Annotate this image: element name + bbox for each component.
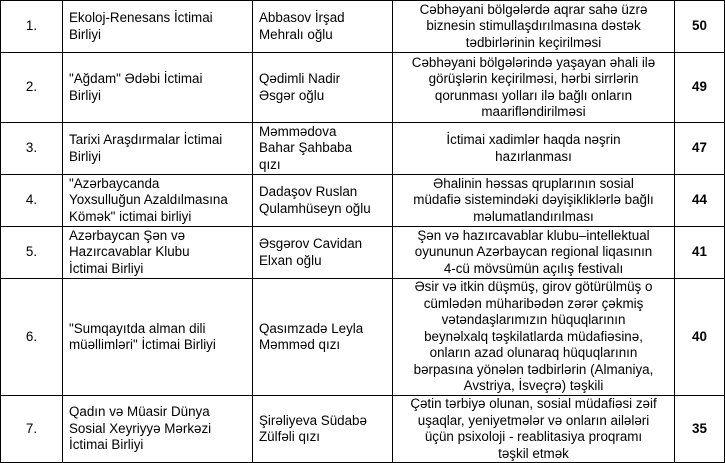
- description-line: cümlədən müharibədən zərər çəkmiş: [423, 295, 644, 311]
- organization-line: Birliyi: [69, 87, 101, 103]
- organization-cell: [63, 175, 253, 227]
- description-line: biznesin stimullaşdırılmasına dəstək: [426, 18, 641, 34]
- organization-cell: [63, 227, 253, 279]
- person-line: Abbasov İrşad: [259, 10, 345, 25]
- person-line: Qulamhüseyn oğlu: [259, 200, 371, 216]
- description-line: oyununun Azərbaycan regional liqasının: [414, 244, 653, 260]
- description-cell: [393, 227, 675, 279]
- description-line: Cəbhəyani bölgələrində yaşayan əhali ilə: [411, 54, 656, 70]
- description-line: uşaqlar, yeniyetmələr və onların ailələri: [417, 412, 650, 428]
- organization-cell: [63, 396, 253, 463]
- person-line: Əsgər oğlu: [259, 87, 325, 103]
- description-line: Şən və hazırcavablar klubu–intellektual: [417, 227, 650, 243]
- row-number: 6.: [1, 279, 63, 396]
- organization-cell: [63, 279, 253, 396]
- row-number: 5.: [1, 227, 63, 279]
- person-line: Əsgərov Cavidan: [259, 236, 363, 251]
- organization-line: Ekoloj-Renesans İctimai: [69, 10, 213, 25]
- organization-line: Birliyi: [69, 148, 101, 164]
- score-cell: 47: [675, 123, 725, 175]
- description-line: Əhalinin həssas qruplarının sosial: [433, 175, 634, 191]
- table-row: [1, 227, 725, 279]
- description-line: təşkil etmək: [498, 445, 569, 461]
- person-line: qızı: [259, 156, 281, 172]
- person-cell: [253, 175, 393, 227]
- table-row: [1, 53, 725, 123]
- table-row: [1, 396, 725, 463]
- score-cell: 49: [675, 53, 725, 123]
- person-line: Mehralı oğlu: [259, 26, 333, 42]
- score-cell: 50: [675, 1, 725, 53]
- score-cell: 40: [675, 279, 725, 396]
- organization-line: "Sumqayıtda alman dili: [69, 320, 206, 336]
- organization-line: Sosial Xeyriyyə Mərkəzi: [69, 420, 212, 436]
- organization-cell: [63, 53, 253, 123]
- description-line: Çətin tərbiyə olunan, sosial müdafiəsi zəif: [410, 396, 657, 411]
- row-number: 2.: [1, 53, 63, 123]
- row-number: 4.: [1, 175, 63, 227]
- description-cell: [393, 396, 675, 463]
- organization-line: Azərbaycan Şən və: [69, 227, 186, 243]
- description-line: 4-cü mövsümün açılış festivalı: [443, 260, 624, 276]
- organization-line: Hazırcavablar Klubu: [69, 244, 190, 260]
- description-line: üçün psixoloji - reablitasiya proqramı: [424, 429, 643, 444]
- person-cell: [253, 396, 393, 463]
- description-line: maarifləndirilməsi: [481, 104, 586, 119]
- organization-cell: [63, 123, 253, 175]
- person-cell: [253, 123, 393, 175]
- description-line: Əsir və itkin düşmüş, girov götürülmüş o: [414, 279, 653, 295]
- person-line: Dadaşov Ruslan: [259, 184, 358, 199]
- table-row: [1, 1, 725, 53]
- score-cell: 41: [675, 227, 725, 279]
- row-number: 7.: [1, 396, 63, 463]
- description-line: qorunması yolları ilə bağlı onların: [434, 87, 633, 103]
- organization-line: "Azərbaycanda: [69, 175, 160, 191]
- organization-line: Tarixi Araşdırmalar İctimai: [69, 132, 223, 147]
- description-line: beynəlxalq təşkilatlarda müdafiəsinə,: [424, 328, 643, 344]
- description-line: bərpasına yönələn tədbirlərin (Almaniya,: [413, 361, 654, 377]
- organization-line: Kömək" ictimai birliyi: [69, 208, 192, 224]
- table-row: [1, 279, 725, 396]
- person-line: Zülfəli qızı: [259, 429, 321, 444]
- description-line: onların azad olunaraq hüquqlarının: [429, 345, 638, 361]
- description-line: İctimai xadimlər haqda nəşrin: [446, 132, 621, 147]
- description-cell: [393, 279, 675, 396]
- person-line: Məmmədova: [259, 123, 337, 139]
- person-line: Məmməd qızı: [259, 337, 341, 352]
- person-line: Qasımzadə Leyla: [259, 320, 364, 336]
- person-line: Elxan oğlu: [259, 252, 322, 268]
- organization-line: Birliyi: [69, 26, 101, 42]
- organization-line: "Ağdam" Ədəbi İctimai: [69, 71, 203, 86]
- description-line: vətəndaşlarımızın hüquqlarının: [441, 312, 626, 328]
- row-number: 3.: [1, 123, 63, 175]
- organization-line: Yoxsulluğun Azaldılmasına: [69, 192, 228, 208]
- person-line: Bahar Şahbaba: [259, 140, 353, 156]
- score-cell: 44: [675, 175, 725, 227]
- table-row: [1, 175, 725, 227]
- person-cell: [253, 53, 393, 123]
- description-line: hazırlanması: [495, 148, 572, 164]
- description-line: görüşlərin keçirilməsi, hərbi sirrlərin: [428, 71, 639, 86]
- description-line: məlumatlandırılması: [473, 208, 594, 224]
- organization-line: İctimai Birliyi: [69, 260, 144, 276]
- row-number: 1.: [1, 1, 63, 53]
- description-cell: [393, 175, 675, 227]
- description-cell: [393, 1, 675, 53]
- description-line: Cəbhəyani bölgələrdə aqrar sahə üzrə: [419, 1, 648, 17]
- person-line: Qədimli Nadir: [259, 71, 341, 86]
- description-line: müdafiə sistemindəki dəyişikliklərlə bağlı: [413, 192, 654, 208]
- table-body: [1, 1, 725, 463]
- person-cell: [253, 1, 393, 53]
- organization-line: İctimai Birliyi: [69, 437, 144, 453]
- description-cell: [393, 123, 675, 175]
- description-cell: [393, 53, 675, 123]
- organization-cell: [63, 1, 253, 53]
- table-row: [1, 123, 725, 175]
- organization-line: müəllimləri" İctimai Birliyi: [69, 337, 216, 352]
- person-cell: [253, 279, 393, 396]
- description-line: tədbirlərinin keçirilməsi: [465, 34, 602, 50]
- description-line: Avstriya, İsveçrə) təşkili: [463, 378, 604, 394]
- score-cell: 35: [675, 396, 725, 463]
- person-line: Şirəliyeva Südabə: [259, 412, 367, 428]
- organization-line: Qadın və Müasir Dünya: [69, 404, 210, 420]
- person-cell: [253, 227, 393, 279]
